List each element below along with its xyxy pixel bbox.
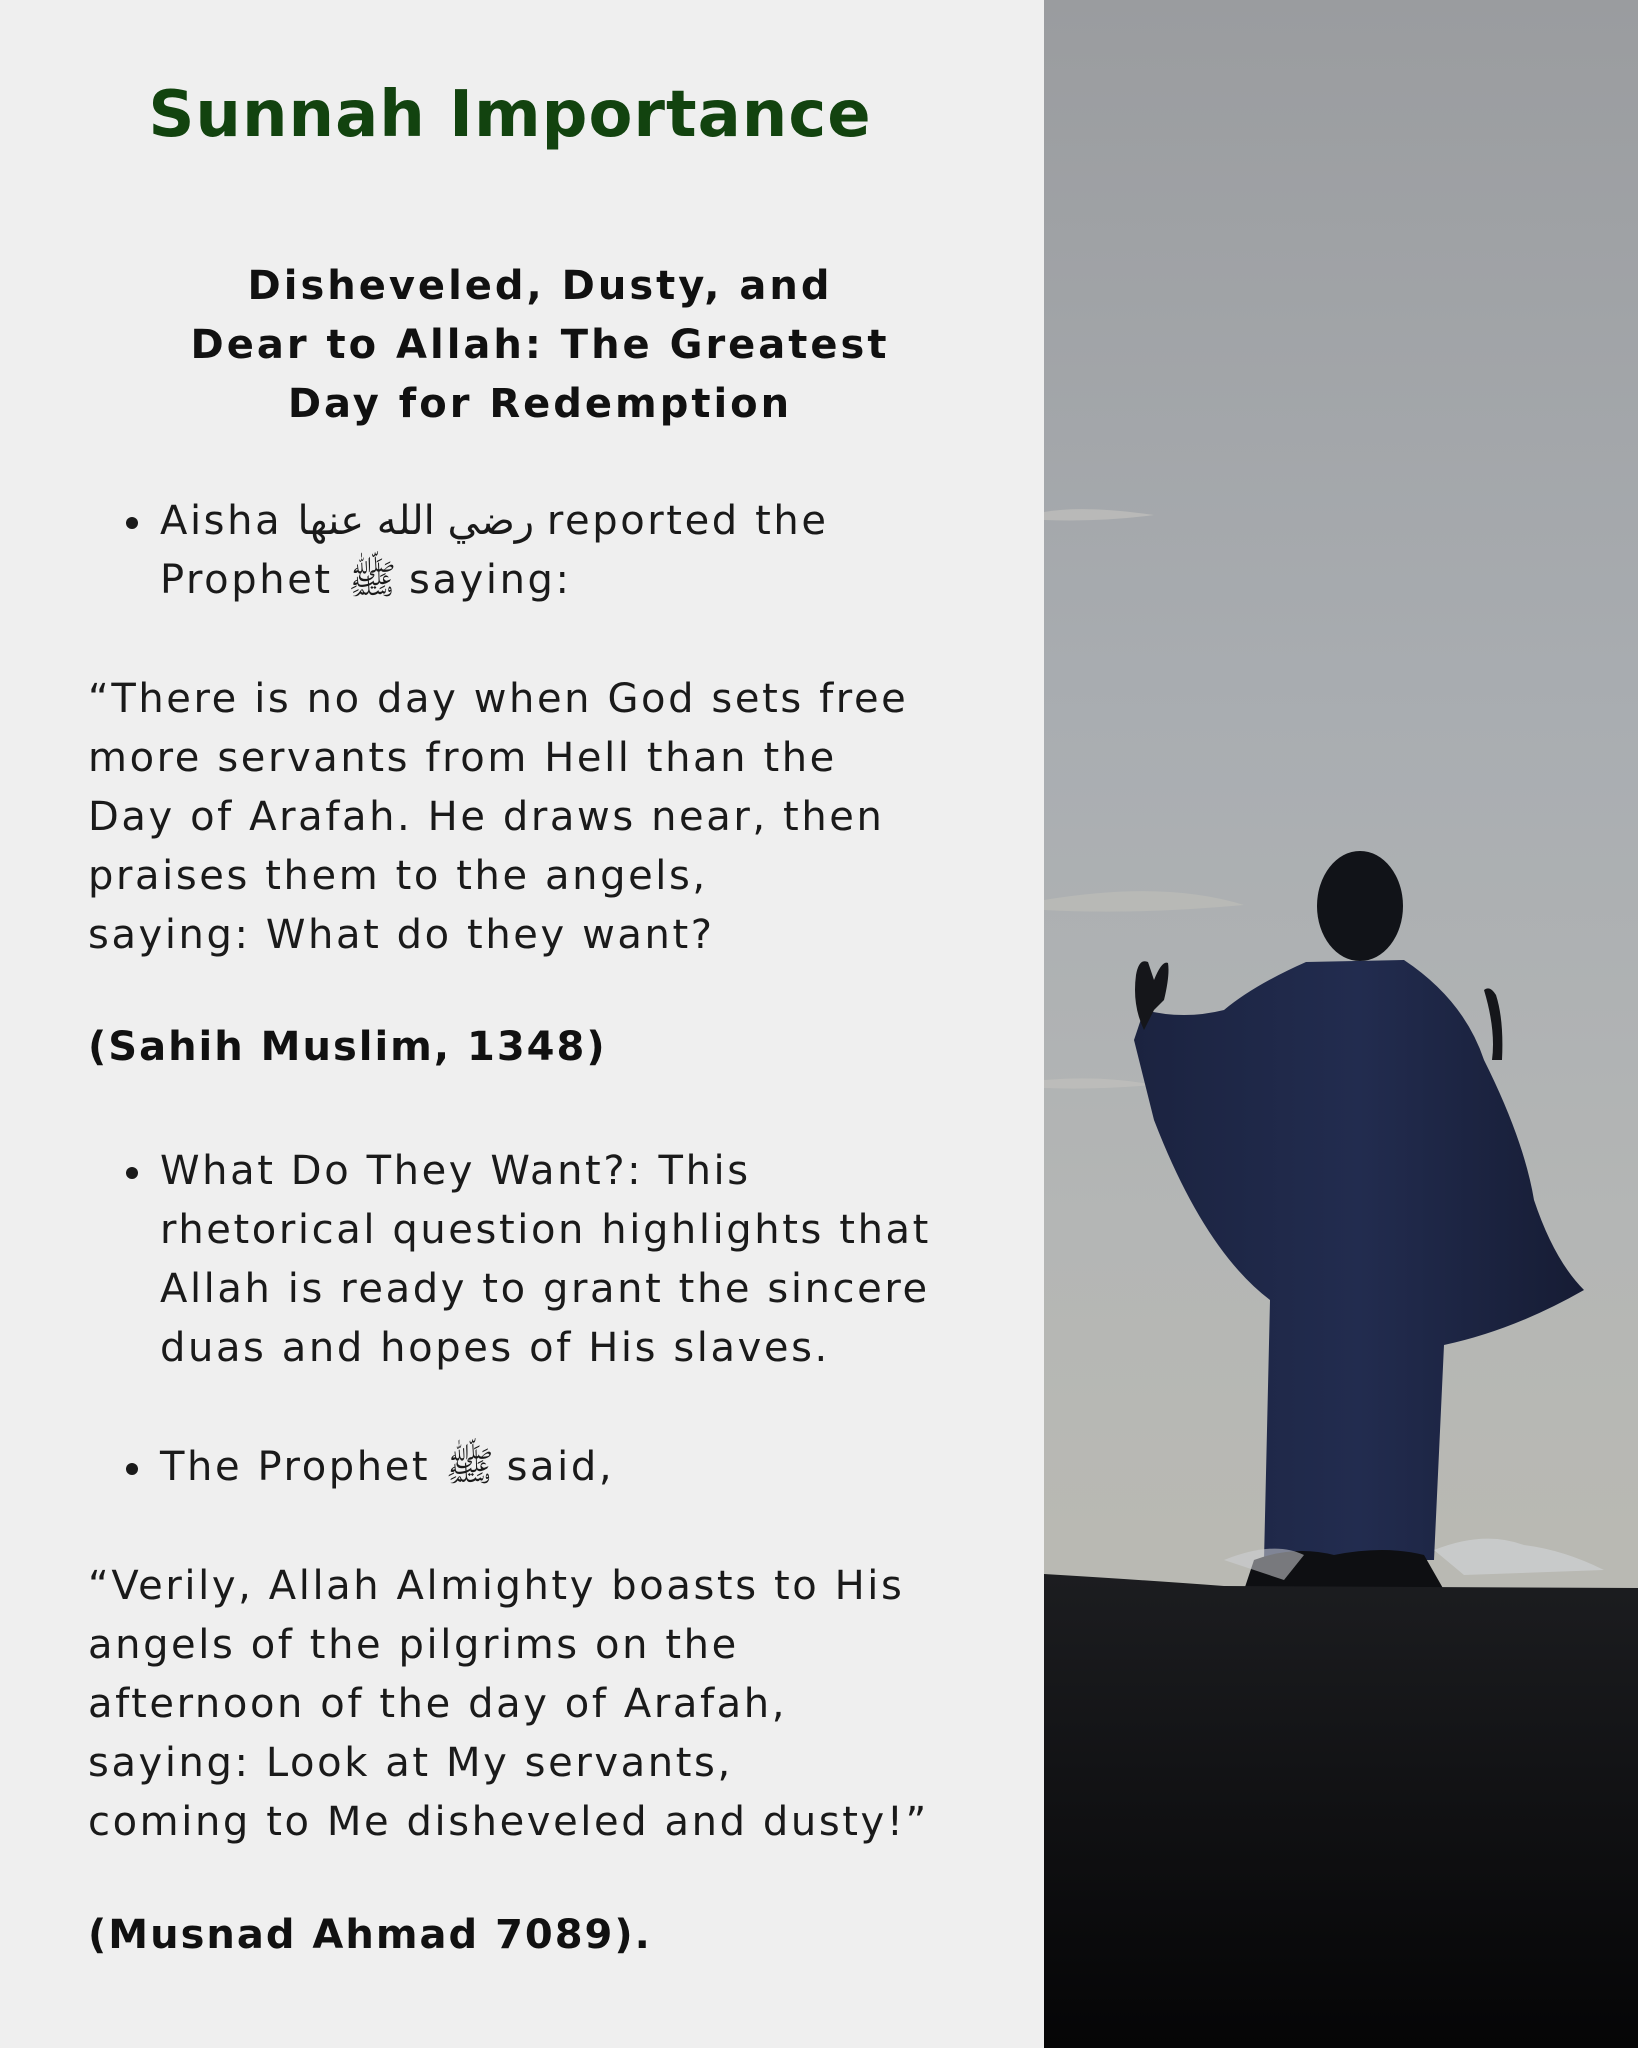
subtitle-line: Dear to Allah: The Greatest	[190, 322, 890, 368]
bullet-line: duas and hopes of His slaves.	[160, 1325, 830, 1371]
pilgrim-silhouette-photo	[1044, 0, 1638, 2048]
bullet-line: The Prophet ﷺ said,	[160, 1444, 615, 1490]
bullet-aisha-report	[160, 492, 1020, 610]
page-title: Sunnah Importance	[148, 78, 872, 152]
quote-line: Day of Arafah. He draws near, then	[88, 794, 885, 840]
quote-line: saying: Look at My servants,	[88, 1740, 733, 1786]
citation-musnad-ahmad: (Musnad Ahmad 7089).	[88, 1912, 652, 1958]
bullet-line: What Do They Want?: This	[160, 1148, 751, 1194]
subtitle-line: Disheveled, Dusty, and	[247, 263, 833, 309]
quote-line: angels of the pilgrims on the	[88, 1622, 739, 1668]
photo-panel	[1044, 0, 1638, 2048]
quote-line: praises them to the angels,	[88, 853, 708, 899]
quote-hadith-1	[88, 670, 1028, 965]
bullet-line: Aisha رضي الله عنها reported the	[160, 498, 829, 544]
subtitle-line: Day for Redemption	[287, 381, 793, 427]
quote-hadith-2	[88, 1557, 1028, 1852]
bullet-line: Prophet ﷺ saying:	[160, 557, 572, 603]
quote-line: “There is no day when God sets free	[88, 676, 909, 722]
quote-line: “Verily, Allah Almighty boasts to His	[88, 1563, 905, 1609]
citation-sahih-muslim: (Sahih Muslim, 1348)	[88, 1024, 607, 1070]
quote-line: saying: What do they want?	[88, 912, 715, 958]
subtitle	[150, 257, 930, 434]
bullet-line: Allah is ready to grant the sincere	[160, 1266, 930, 1312]
bullet-line: rhetorical question highlights that	[160, 1207, 931, 1253]
quote-line: afternoon of the day of Arafah,	[88, 1681, 788, 1727]
quote-line: coming to Me disheveled and dusty!”	[88, 1799, 929, 1845]
bullet-prophet-said	[160, 1438, 1020, 1497]
quote-line: more servants from Hell than the	[88, 735, 837, 781]
hill-ground	[1044, 1574, 1638, 2048]
bullet-what-do-they-want	[160, 1142, 1020, 1378]
